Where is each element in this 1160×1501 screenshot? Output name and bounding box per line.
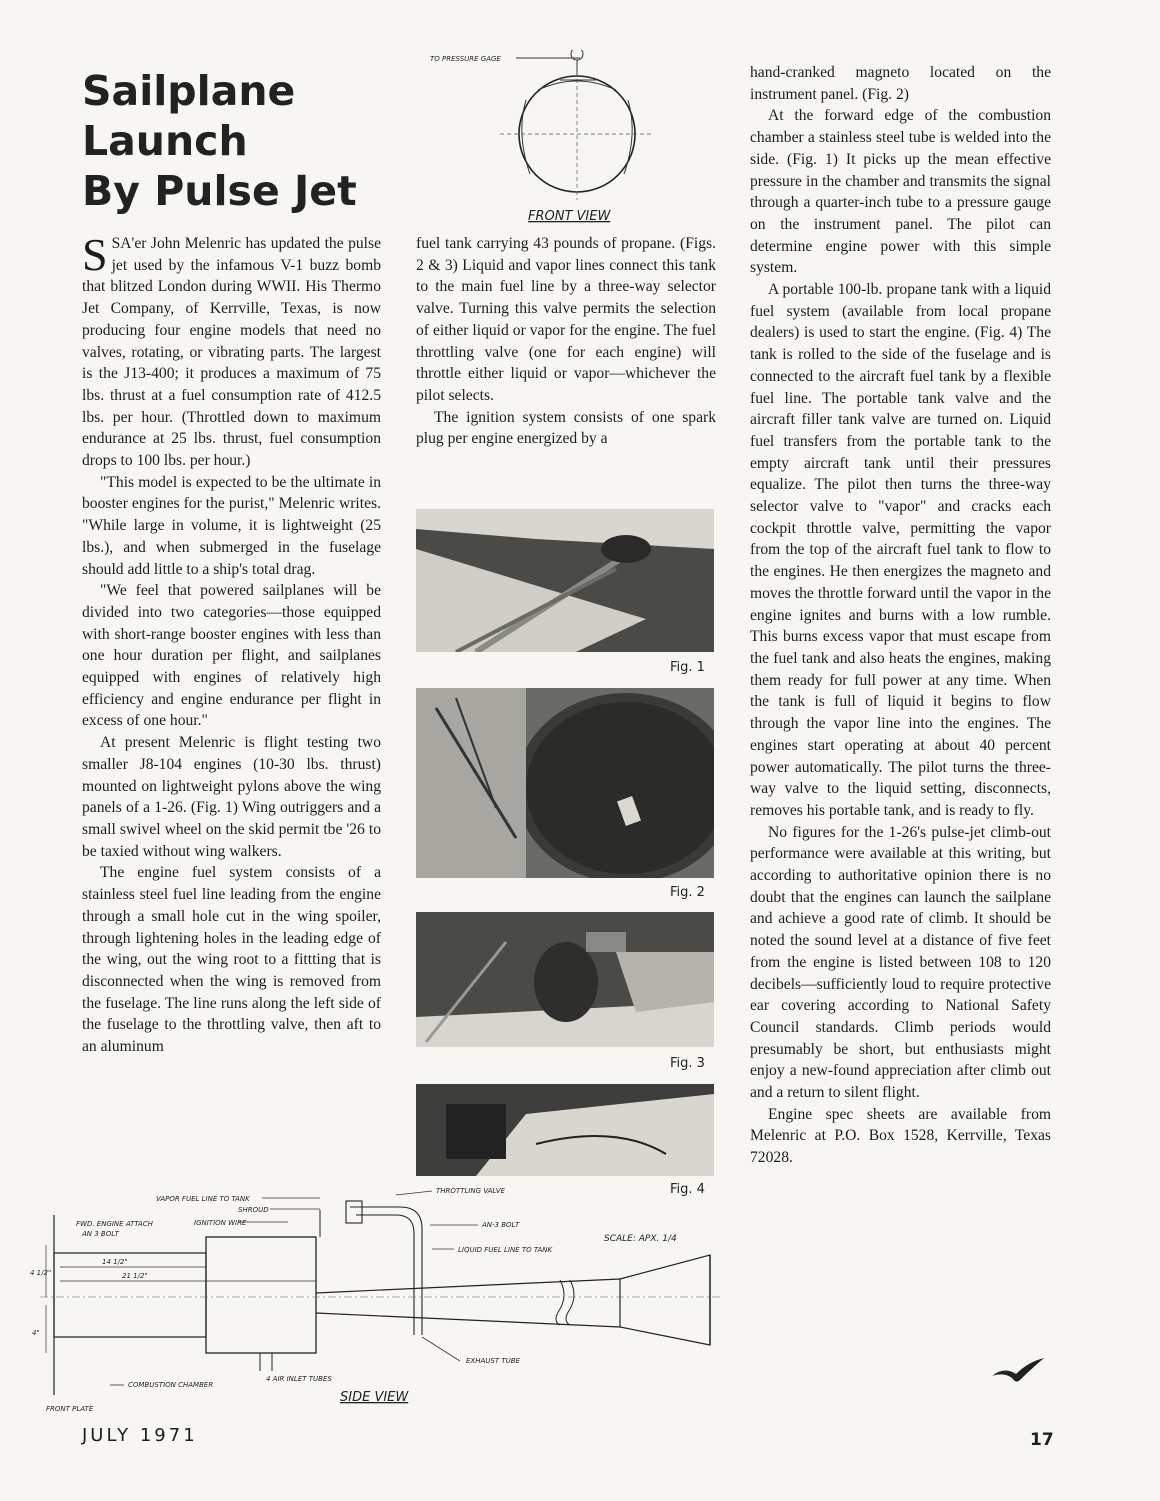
- column3-paragraph-1: hand-cranked magneto located on the instrument panel. (Fig. 2): [750, 64, 1051, 103]
- scale-label: SCALE: APX. 1/4: [604, 1234, 677, 1244]
- fig2-caption: Fig. 2: [670, 885, 705, 900]
- column3-paragraph-4: No figures for the 1-26's pulse-jet climb-out performance were available at this writing, but according to authoritative opinion there is no doubt that the engines can launch the sailplane and achieve a good rate of climb. It should be noted the sound level at a distance of five feet from the engine is listed between 108 to 120 decibels—sufficiently loud to require protective ear covering according to National Safety Council standards. Climb periods would presumably be short, but enthusiasts might enjoy a new-found appreciation after climb out and a return to silent flight.: [750, 823, 1051, 1102]
- label-fwd-attach: FWD. ENGINE ATTACH: [76, 1220, 153, 1228]
- side-view-drawing: [20, 1185, 740, 1425]
- page-number: 17: [1030, 1430, 1054, 1450]
- front-view-drawing: [420, 50, 720, 230]
- column1-paragraph-3: "We feel that powered sailplanes will be divided into two categories—those equipped with short-range booster engines with less than one hour duration per flight, and sailplanes equipped with engines of relatively high efficiency and engine endurance per flight in excess of one hour.": [82, 582, 381, 730]
- fig1-photo: [416, 509, 714, 652]
- fig4-caption: Fig. 4: [670, 1182, 705, 1197]
- dim-21-half: 21 1/2": [122, 1272, 148, 1280]
- label-shroud: SHROUD: [238, 1206, 269, 1214]
- label-throttling-valve: THROTTLING VALVE: [436, 1187, 506, 1195]
- title-line-1: Sailplane: [82, 67, 296, 115]
- column1-paragraph-2: "This model is expected to be the ultimate in booster engines for the purist," Melenric writes. "While large in volume, it is lightweight (25 lbs.), and when submerged in the fuselage should add little to a ship's total drag.: [82, 473, 381, 578]
- article-title: [82, 66, 402, 216]
- dim-4-half: 4 1/2": [30, 1269, 52, 1277]
- fig2-photo: [416, 688, 714, 878]
- drop-cap: S: [82, 229, 108, 280]
- article-column-3: [750, 62, 1051, 1169]
- label-liquid-line: LIQUID FUEL LINE TO TANK: [458, 1246, 553, 1254]
- article-column-1: [82, 229, 381, 1058]
- front-view-caption: FRONT VIEW: [528, 209, 611, 224]
- label-exhaust: EXHAUST TUBE: [466, 1357, 520, 1365]
- side-view-caption: SIDE VIEW: [340, 1390, 409, 1405]
- issue-date: JULY 1971: [82, 1425, 198, 1446]
- column3-paragraph-3: A portable 100-lb. propane tank with a liquid fuel system (available from local propane dealers) is used to start the engine. (Fig. 4) The tank is rolled to the side of the fuselage and is connected to the aircraft fuel tank by a flexible fuel line. The portable tank valve and the aircraft filler tank valve are turned on. Liquid fuel transfers from the portable tank to the empty aircraft tank until their pressures equalize. The pilot then turns the three-way selector valve to "vapor" and cracks each cockpit throttle valve, permitting the vapor from the top of the aircraft fuel tank to flow to the engines. He then energizes the magneto and moves the throttle forward until the vapor in the engine ignites and burns with a low rumble. This burns excess vapor that must escape from the fuel tank and also heats the engines, making them ready for full power at any time. When the tank is full of liquid it begins to flow through the vapor line into the engines. The engines start operating at about 40 percent power automatically. The pilot turns the three-way valve to the liquid setting, disconnects, removes his portable tank, and is ready to fly.: [750, 281, 1051, 819]
- dim-4: 4": [32, 1329, 40, 1337]
- article-column-2: [416, 233, 716, 450]
- column1-paragraph-5: The engine fuel system consists of a stainless steel fuel line leading from the engine through a small hole cut in the wing spoiler, through lightening holes in the leading edge of the wing, out the wing root to a fittting that is disconnected when the wing is removed from the fuselage. The line runs along the left side of the fuselage to the throttling valve, then aft to an aluminum: [82, 864, 381, 1056]
- dim-14-half: 14 1/2": [102, 1258, 128, 1266]
- front-view-pressure-label: TO PRESSURE GAGE: [430, 55, 501, 63]
- label-air-inlet: 4 AIR INLET TUBES: [266, 1375, 332, 1383]
- fig3-photo: [416, 912, 714, 1047]
- column2-paragraph-2: The ignition system consists of one spark plug per engine energized by a: [416, 408, 716, 448]
- fig3-caption: Fig. 3: [670, 1056, 705, 1071]
- fig4-photo: [416, 1084, 714, 1176]
- label-front-plate: FRONT PLATE: [46, 1405, 94, 1413]
- label-an3-left: AN 3 BOLT: [82, 1230, 119, 1238]
- label-vapor-line: VAPOR FUEL LINE TO TANK: [156, 1195, 250, 1203]
- column1-paragraph-4: At present Melenric is flight testing two smaller J8-104 engines (10-30 lbs. thrust) mounted on lightweight pylons above the wing panels of a 1-26. (Fig. 1) Wing outriggers and a small swivel wheel on the skid permit tbe '26 to be taxied without wing walkers.: [82, 734, 381, 860]
- fig1-caption: Fig. 1: [670, 660, 705, 675]
- label-combustion-chamber: COMBUSTION CHAMBER: [128, 1381, 214, 1389]
- label-ignition: IGNITION WIRE: [194, 1219, 247, 1227]
- title-line-2: Launch: [82, 117, 248, 165]
- title-line-3: By Pulse Jet: [82, 167, 357, 215]
- column1-paragraph-1: SSA'er John Melenric has updated the pulse jet used by the infamous V-1 buzz bomb that blitzed London during WWII. His Thermo Jet Company, of Kerrville, Texas, is now producing four engine models that need no valves, rotating, or vibrating parts. The largest is the J13-400; it produces a maximum of 75 lbs. thrust at a fuel consumption rate of 412.5 lbs. per hour. (Throttled down to maximum endurance at 25 lbs. thrust, fuel consumption drops to 100 lbs. per hour.): [82, 229, 381, 470]
- label-an3-right: AN-3 BOLT: [482, 1221, 520, 1229]
- column3-paragraph-5: Engine spec sheets are available from Melenric at P.O. Box 1528, Kerrville, Texas 72028.: [750, 1105, 1051, 1167]
- column2-paragraph-1: fuel tank carrying 43 pounds of propane. (Figs. 2 & 3) Liquid and vapor lines connect this tank to the main fuel line by a three-way selector valve. Turning this valve permits the selection of either liquid or vapor for the engine. The fuel throttling valve (one for each engine) will throttle either liquid or vapor—whichever the pilot selects.: [416, 235, 716, 404]
- column3-paragraph-2: At the forward edge of the combustion chamber a stainless steel tube is welded into the side. (Fig. 1) It picks up the mean effective pressure in the chamber and transmits the signal through a quarter-inch tube to a pressure gauge on the instrument panel. The pilot can determine engine power with this simple system.: [750, 107, 1051, 277]
- bird-logo-icon: [990, 1356, 1046, 1386]
